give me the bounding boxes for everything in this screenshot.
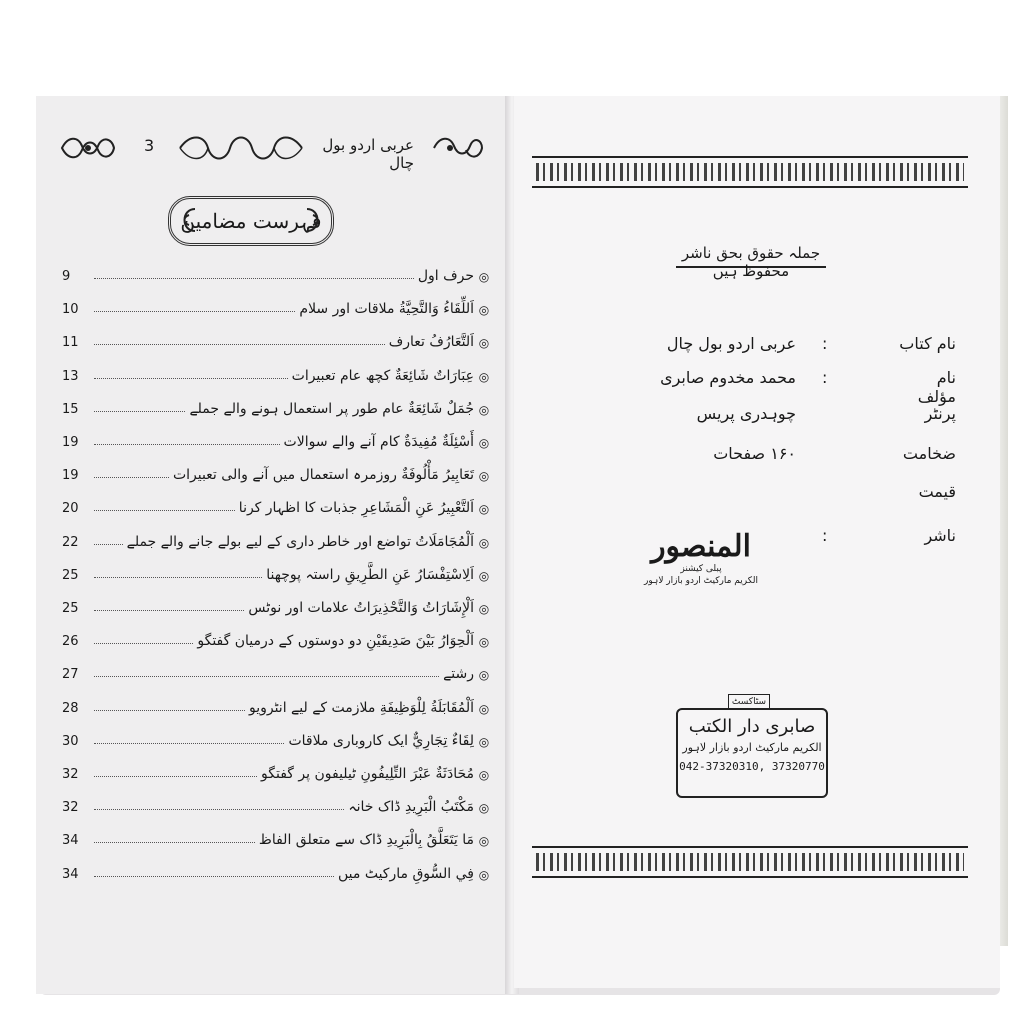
scroll-ornament-icon [303,205,325,235]
toc-row [62,791,492,815]
toc-leader-dots [94,377,288,379]
stockist-phone: 042-37320310, 37320770 [679,760,825,773]
toc-page-number: 9 [62,269,71,284]
bullet-icon: ◎ [478,768,490,782]
toc-entry-text: لِقَاءٌ تِجَارِيٌّ ایک کاروباری ملاقات [288,732,474,749]
toc-entry-text: اَلْحِوَارُ بَيْنَ صَدِيقَيْنِ دو دوستوں کے درمیان گفتگو [197,633,474,650]
decorative-border-bottom [532,846,968,878]
toc-heading: فہرست مضامین [180,209,322,233]
toc-entry-text: اَلِاسْتِفْسَارُ عَنِ الطَّرِيقِ راستہ پوچھنا [266,566,474,583]
bullet-icon: ◎ [478,734,490,749]
toc-row [62,293,492,317]
bullet-icon: ◎ [478,402,490,417]
bullet-icon: ◎ [478,834,490,849]
info-label: پرنٹر [924,404,956,423]
info-value: عربی اردو بول چال [666,334,796,353]
bullet-icon: ◎ [478,867,490,882]
toc-row [62,658,492,682]
toc-row [62,459,492,483]
toc-leader-dots [94,443,280,445]
page-number: 3 [144,136,155,155]
toc-row [62,559,492,583]
toc-row [62,326,492,350]
bullet-icon: ◎ [478,502,490,517]
bullet-icon: ◎ [478,568,490,583]
toc-entry-text: اَلْإِشَارَاتُ وَالتَّحْذِيرَاتُ علامات اور نوٹس [248,600,474,616]
bullet-icon: ◎ [478,270,490,284]
toc-leader-dots [94,343,385,345]
stockist-name: صابری دار الکتب [688,716,816,737]
toc-entry-text: حرف اول [417,268,474,284]
info-value: چوہدری پریس [696,404,796,423]
bullet-icon: ◎ [478,469,490,484]
toc-entry-text: رشتے [443,666,474,683]
toc-leader-dots [94,841,255,843]
rights-notice: جملہ حقوق بحق ناشر محفوظ ہیں [676,244,826,268]
toc-entry-text: مَا يَتَعَلَّقُ بِالْبَرِيدِ ڈاک سے متعلق الفاظ [258,832,474,849]
toc-page-number: 25 [62,567,79,583]
toc-row [62,360,492,384]
toc-row [62,426,492,450]
toc-page-number: 10 [62,302,79,318]
toc-page-number: 34 [62,866,79,882]
toc-page-number: 19 [62,468,79,484]
toc-row [62,625,492,649]
toc-row [62,592,492,616]
info-label: ضخامت [902,444,956,463]
toc-entry-text: أَسْئِلَةٌ مُفِيدَةٌ کام آنے والے سوالات [283,434,474,450]
toc-leader-dots [94,642,193,644]
toc-leader-dots [94,310,295,312]
toc-entry-text: جُمَلٌ شَائِعَةٌ عام طور پر استعمال ہونے والے جملے [189,400,474,417]
toc-row [62,526,492,550]
toc-leader-dots [94,775,257,777]
toc-row [62,858,492,882]
info-colon: : [822,334,828,353]
header-ornament-icon [430,134,486,162]
bullet-icon: ◎ [478,303,490,318]
toc-page-number: 26 [62,634,79,650]
bullet-icon: ◎ [478,602,490,616]
toc-entry-text: اَلتَّعَارُفُ تعارف [388,334,474,351]
stockist-box [676,708,828,798]
header-ornament-icon [58,134,118,162]
toc-page-number: 30 [62,733,79,749]
toc-heading-box [168,196,334,246]
toc-page-number: 32 [62,767,79,782]
toc-page-number: 19 [62,435,79,450]
toc-entry-text: اَللِّقَاءُ وَالتَّحِيَّةُ ملاقات اور سلام [299,301,474,318]
toc-page-number: 11 [62,335,79,351]
toc-page-number: 22 [62,534,79,550]
toc-page-number: 20 [62,501,79,517]
bullet-icon: ◎ [478,369,490,384]
toc-leader-dots [94,543,123,545]
info-label: قیمت [918,482,956,501]
toc-entry-text: تَعَابِيرُ مَأْلُوفَةٌ روزمرہ استعمال میں آنے والی تعبیرات [172,467,474,484]
publisher-logo-subtitle: پبلی کیشنز [680,564,722,574]
publisher-logo [636,530,766,590]
toc-page-number: 13 [62,368,79,384]
toc-page-number: 27 [62,667,79,683]
toc-page-number: 15 [62,401,79,417]
info-value: محمد مخدوم صابری [660,368,796,387]
toc-leader-dots [94,410,185,412]
stockist-address: الکریم مارکیٹ اردو بازار لاہور [682,741,822,754]
toc-row [62,758,492,782]
toc-entry-text: اَلتَّعْبِيرُ عَنِ الْمَشَاعِرِ جذبات کا اظہار کرنا [238,500,474,517]
info-colon: : [822,368,828,387]
toc-leader-dots [94,709,245,711]
toc-page-number: 34 [62,833,79,849]
header-ornament-icon [176,134,306,162]
toc-row [62,260,492,284]
bullet-icon: ◎ [478,668,490,683]
running-title: عربی اردو بول چال [322,136,414,172]
publisher-logo-name: المنصور [651,529,751,564]
toc-entry-text: اَلْمُجَامَلَاتُ تواضع اور خاطر داری کے لیے بولے جانے والے جملے [126,533,474,550]
bullet-icon: ◎ [478,336,490,351]
toc-leader-dots [94,808,344,810]
toc-row [62,393,492,417]
toc-leader-dots [94,509,235,511]
toc-leader-dots [94,476,169,478]
info-colon: : [822,526,828,545]
scroll-ornament-icon [177,205,199,235]
toc-entry-text: مُحَادَثَةٌ عَبْرَ التِّلِيفُونِ ٹیلیفون پر گفتگو [261,766,474,782]
info-label: نام کتاب [899,334,956,353]
bullet-icon: ◎ [478,535,490,550]
toc-leader-dots [94,576,262,578]
toc-page-number: 28 [62,700,79,716]
info-label: ناشر [924,526,956,545]
stockist-tag: سٹاکسٹ [728,694,770,710]
toc-leader-dots [94,742,284,744]
toc-leader-dots [94,609,244,611]
toc-row [62,492,492,516]
toc-entry-text: مَكْتَبُ الْبَرِيدِ ڈاک خانہ [348,799,474,816]
toc-leader-dots [94,675,439,677]
toc-row [62,725,492,749]
toc-leader-dots [94,875,334,877]
bullet-icon: ◎ [478,701,490,716]
publisher-logo-address: الکریم مارکیٹ اردو بازار لاہور [644,576,758,586]
info-value: ۱۶۰ صفحات [713,444,796,463]
toc-page-number: 25 [62,601,79,616]
toc-entry-text: اَلْمُقَابَلَةُ لِلْوَظِيفَةِ ملازمت کے لیے انٹرویو [248,699,474,716]
bullet-icon: ◎ [478,436,490,450]
toc-entry-text: عِبَارَاتٌ شَائِعَةٌ کچھ عام تعبیرات [291,367,474,384]
toc-leader-dots [94,277,414,279]
decorative-border-top [532,156,968,188]
toc-row [62,824,492,848]
toc-row [62,692,492,716]
bullet-icon: ◎ [478,635,490,650]
bullet-icon: ◎ [478,801,490,816]
info-label: نام مؤلف [917,368,956,406]
toc-page-number: 32 [62,800,79,816]
toc-entry-text: فِي السُّوقِ مارکیٹ میں [338,865,474,882]
